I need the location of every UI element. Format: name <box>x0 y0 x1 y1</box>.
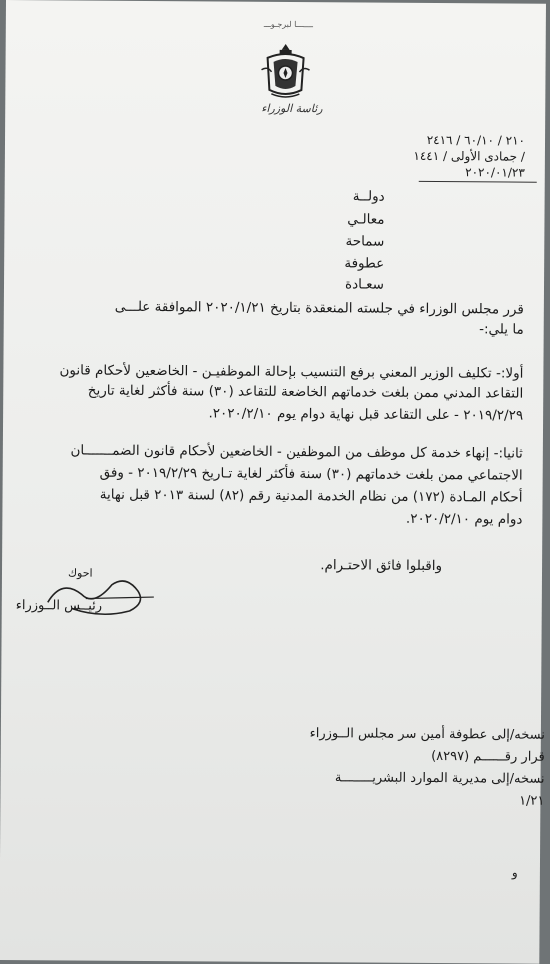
clause-first: ٢٠١٩/٢/٢٩ - على التقاعد قبل نهاية دوام يوم ٢٠٢٠/٢/١٠. <box>208 405 524 424</box>
top-handwritten-mark: ـــــــا لبرجـوـــ <box>263 19 313 30</box>
closing-salutation: واقبلوا فائق الاحتـرام. <box>320 557 443 575</box>
signatory-title: رئيــس الــوزراء <box>15 598 103 614</box>
addressee-title: سماحة <box>345 233 385 250</box>
addressee-title: سعـادة <box>344 276 385 293</box>
clause-second: أحكام المـادة (١٧٢) من نظام الخدمة المدنية رقم (٨٢) لسنة ٢٠١٣ قبل نهاية <box>99 486 523 506</box>
reference-underline <box>419 181 537 183</box>
addressee-title: معالـي <box>347 211 385 228</box>
decision-intro: قرر مجلس الوزراء في جلسته المنعقدة بتاريخ ٢٠٢٠/١/٢١ الموافقة علـــى <box>114 298 524 318</box>
page-mark: و <box>511 865 518 880</box>
decision-intro-cont: ما يلي:- <box>479 321 524 338</box>
clause-first: أولا:- تكليف الوزير المعني برفع التنسيب بإحالة الموظفيـن - الخاضعين لأحكام قانون <box>59 362 524 382</box>
decision-number: قرار رقــــــم (٨٢٩٧) <box>431 748 545 765</box>
clause-second: دوام يوم ٢٠٢٠/٢/١٠. <box>405 510 523 528</box>
addressee-title: دولــة <box>352 188 385 205</box>
clause-first: التقاعد المدني ممن بلغت خدماتهم الخاضعة للتقاعد (٣٠) سنة فأكثر لغاية تاريخ <box>87 382 524 402</box>
reference-number: ٢١٠ / ٦٠/١٠ / ٢٤١٦ <box>426 132 526 148</box>
reference-hijri-date: / جمادى الأولى / ١٤٤١ <box>413 148 525 164</box>
copy-recipient: نسخه/إلى عطوفة أمين سر مجلس الــوزراء <box>309 726 545 743</box>
filing-code: ١/٢١ <box>519 793 545 809</box>
signature-initials: احوك <box>67 566 93 580</box>
royal-crest-emblem <box>257 40 313 102</box>
office-label: رئاسة الوزراء <box>261 101 323 116</box>
clause-second: ثانيا:- إنهاء خدمة كل موظف من الموظفين - الخاضعين لأحكام قانون الضمـــــــان <box>70 442 523 462</box>
reference-gregorian-date: ٢٠٢٠/٠١/٢٣ <box>465 165 525 180</box>
clause-second: الاجتماعي ممن بلغت خدماتهم (٣٠) سنة فأكثر لغاية تـاريخ ٢٠١٩/٢/٢٩ - وفق <box>99 464 523 484</box>
copy-recipient: نسخه/إلى مديرية الموارد البشريــــــــة <box>334 770 545 787</box>
addressee-title: عطوفة <box>344 255 385 272</box>
